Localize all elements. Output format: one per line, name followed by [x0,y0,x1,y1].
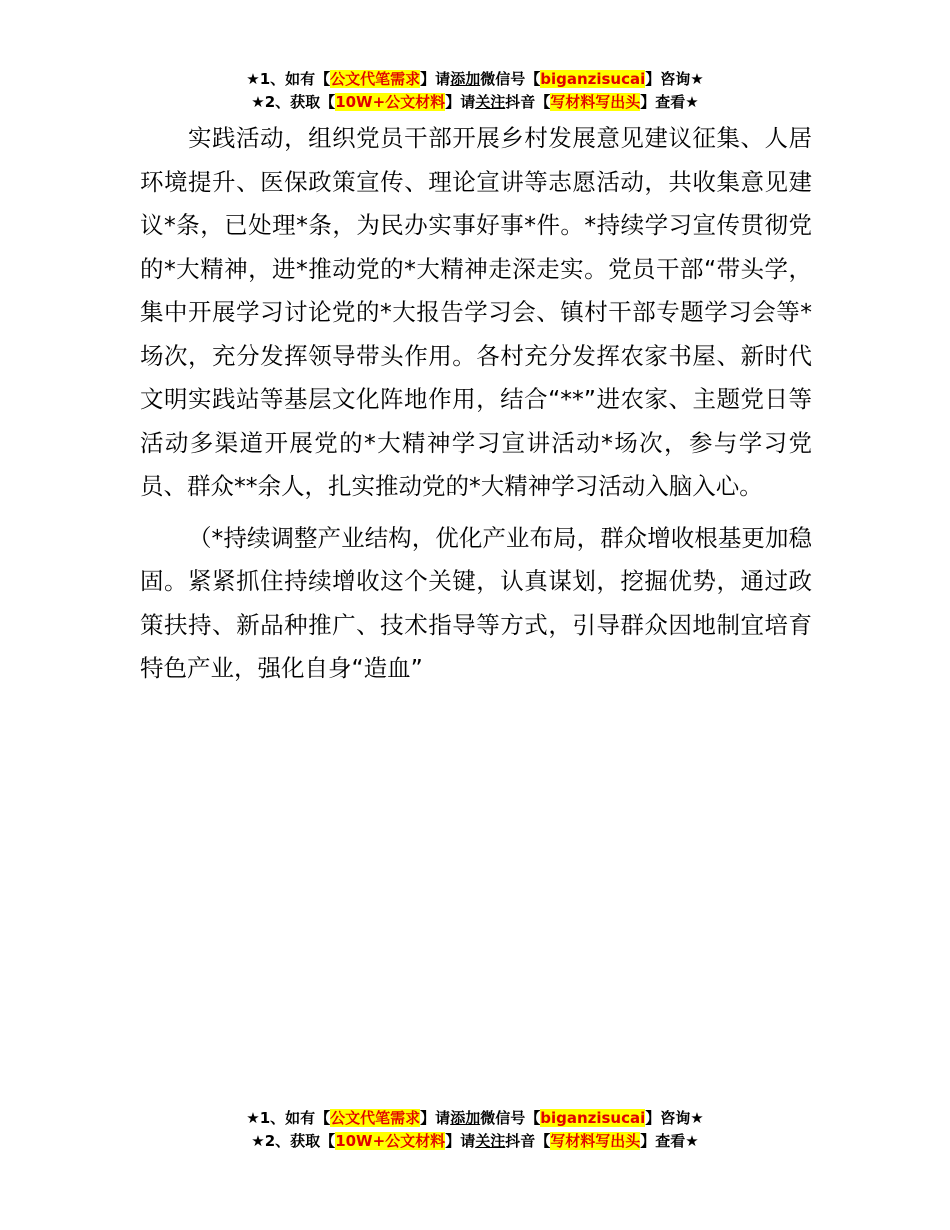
header-highlight-materials: 10W+公文材料 [335,93,446,111]
header-highlight-wechat-id: biganzisucai [540,70,646,88]
header-line-1-suffix: 】咨询★ [645,70,704,88]
footer-highlight-ghostwriting: 公文代笔需求 [330,1109,421,1127]
footer-line-2-douyin-label: 抖音【 [505,1132,551,1150]
footer-line-2-mid: 】请 [445,1132,476,1150]
body-paragraph-2: （*持续调整产业结构，优化产业布局，群众增收根基更加稳固。紧紧抓住持续增收这个关键，认真谋划，挖掘优势，通过政策扶持、新品种推广、技术指导等方式，引导群众因地制宜培育特色产业，强化自身“造血” [140,523,812,682]
header-line-1-wechat-label: 微信号【 [480,70,541,88]
header-highlight-douyin-account: 写材料写出头 [550,93,641,111]
header-line-2-mid: 】请 [445,93,476,111]
header-line-1-prefix: ★1、如有【 [246,70,331,88]
header-banner [0,68,950,114]
footer-line-1-mid: 】请 [420,1109,451,1127]
footer-line-2 [0,1130,950,1153]
header-line-2 [0,91,950,114]
header-line-1-mid: 】请 [420,70,451,88]
footer-underline-add: 添加 [450,1109,481,1127]
footer-line-1 [0,1107,950,1130]
header-highlight-ghostwriting: 公文代笔需求 [330,70,421,88]
document-body [140,117,812,691]
header-line-2-suffix: 】查看★ [640,93,699,111]
footer-line-1-wechat-label: 微信号【 [480,1109,541,1127]
footer-highlight-wechat-id: biganzisucai [540,1109,646,1127]
footer-banner [0,1107,950,1153]
footer-highlight-douyin-account: 写材料写出头 [550,1132,641,1150]
footer-line-1-prefix: ★1、如有【 [246,1109,331,1127]
footer-underline-follow: 关注 [475,1132,506,1150]
body-paragraph-1: 实践活动，组织党员干部开展乡村发展意见建议征集、人居环境提升、医保政策宣传、理论宣讲等志愿活动，共收集意见建议*条，已处理*条，为民办实事好事*件。*持续学习宣传贯彻党的*大精神，进*推动党的*大精神走深走实。党员干部“带头学，集中开展学习讨论党的*大报告学习会、镇村干部专题学习会等*场次，充分发挥领导带头作用。各村充分发挥农家书屋、新时代文明实践站等基层文化阵地作用，结合“**”进农家、主题党日等活动多渠道开展党的*大精神学习宣讲活动*场次，参与学习党员、群众**余人，扎实推动党的*大精神学习活动入脑入心。 [140,124,812,500]
footer-line-2-suffix: 】查看★ [640,1132,699,1150]
header-underline-add: 添加 [450,70,481,88]
header-underline-follow: 关注 [475,93,506,111]
header-line-1 [0,68,950,91]
header-line-2-douyin-label: 抖音【 [505,93,551,111]
footer-line-1-suffix: 】咨询★ [645,1109,704,1127]
footer-highlight-materials: 10W+公文材料 [335,1132,446,1150]
header-line-2-prefix: ★2、获取【 [251,93,336,111]
footer-line-2-prefix: ★2、获取【 [251,1132,336,1150]
